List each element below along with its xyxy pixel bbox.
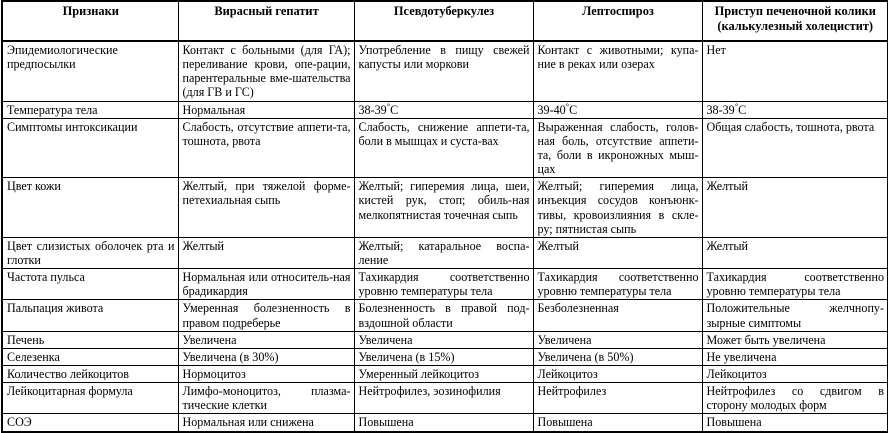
cell-hepatitis: Контакт с больными (для ГА); переливание крови, опе-рации, парентеральные вме-шательства (для ГВ и ГС) xyxy=(178,41,354,101)
cell-colic: Не увеличена xyxy=(702,348,888,365)
cell-leptospirosis: Желтый; гиперемия лица, инъекция сосудов конъюнк-тивы, кровоизлияния в скле-ру; пятнистая сыпь xyxy=(533,178,702,238)
table-row xyxy=(2,178,888,238)
column-header-leptospirosis-label: Лептоспироз xyxy=(582,4,654,18)
cell-hepatitis: Увеличена xyxy=(178,331,354,348)
cell-hepatitis: Нормоцитоз xyxy=(178,365,354,382)
cell-leptospirosis: Лейкоцитоз xyxy=(533,365,702,382)
cell-feature: Цвет слизистых оболочек рта и глотки xyxy=(2,237,178,268)
cell-hepatitis: Желтый xyxy=(178,237,354,268)
cell-colic: Нет xyxy=(702,41,888,101)
table-row xyxy=(2,300,888,331)
cell-hepatitis: Слабость, отсутствие аппети-та, тошнота, рвота xyxy=(178,118,354,178)
cell-colic: Желтый xyxy=(702,237,888,268)
column-header-pseudotuberculosis xyxy=(354,1,533,41)
cell-feature: Частота пульса xyxy=(2,269,178,300)
column-header-feature-label: Признаки xyxy=(62,4,119,18)
differential-diagnosis-table xyxy=(1,0,888,433)
cell-colic: Общая слабость, тошнота, рвота xyxy=(702,118,888,178)
cell-hepatitis: Нормальная xyxy=(178,101,354,118)
cell-pseudotuberculosis: Умеренный лейкоцитоз xyxy=(354,365,533,382)
table-row xyxy=(2,383,888,414)
column-header-pseudotuberculosis-label: Псевдотуберкулез xyxy=(393,4,495,18)
cell-pseudotuberculosis: Увеличена (в 15%) xyxy=(354,348,533,365)
cell-leptospirosis: Желтый xyxy=(533,237,702,268)
cell-colic: 38-39°C xyxy=(702,101,888,118)
column-header-hepatitis-label: Вирасный гепатит xyxy=(214,4,319,18)
cell-leptospirosis: Нейтрофилез xyxy=(533,383,702,414)
cell-colic: Желтый xyxy=(702,178,888,238)
cell-colic: Может быть увеличена xyxy=(702,331,888,348)
header-row xyxy=(2,1,888,41)
cell-colic: Положительные желчнопу-зырные симптомы xyxy=(702,300,888,331)
cell-colic: Лейкоцитоз xyxy=(702,365,888,382)
cell-feature: Количество лейкоцитов xyxy=(2,365,178,382)
cell-hepatitis: Нормальная или снижена xyxy=(178,414,354,432)
cell-feature: СОЭ xyxy=(2,414,178,432)
column-header-colic xyxy=(702,1,888,41)
cell-pseudotuberculosis: Увеличена xyxy=(354,331,533,348)
column-header-hepatitis xyxy=(178,1,354,41)
cell-leptospirosis: Контакт с животными; купа-ние в реках или озерах xyxy=(533,41,702,101)
cell-hepatitis: Лимфо-моноцитоз, плазма-тические клетки xyxy=(178,383,354,414)
cell-leptospirosis: 39-40°C xyxy=(533,101,702,118)
column-header-colic-label: Приступ печеночной колики (калькулезный холецистит) xyxy=(714,4,876,33)
cell-feature: Печень xyxy=(2,331,178,348)
cell-leptospirosis: Выраженная слабость, голов-ная боль, отсутствие аппети-та, боли в икроножных мыш-цах xyxy=(533,118,702,178)
cell-pseudotuberculosis: Тахикардия соответственно уровню температуры тела xyxy=(354,269,533,300)
cell-feature: Цвет кожи xyxy=(2,178,178,238)
cell-feature: Лейкоцитарная формула xyxy=(2,383,178,414)
cell-leptospirosis: Безболезненная xyxy=(533,300,702,331)
cell-feature: Симптомы интоксикации xyxy=(2,118,178,178)
table-header xyxy=(2,1,888,41)
cell-pseudotuberculosis: 38-39°C xyxy=(354,101,533,118)
cell-leptospirosis: Тахикардия соответственно уровню температуры тела xyxy=(533,269,702,300)
cell-pseudotuberculosis: Повышена xyxy=(354,414,533,432)
cell-colic: Нейтрофилез со сдвигом в сторону молодых форм xyxy=(702,383,888,414)
cell-colic: Повышена xyxy=(702,414,888,432)
table-row xyxy=(2,331,888,348)
cell-hepatitis: Увеличена (в 30%) xyxy=(178,348,354,365)
table-row xyxy=(2,269,888,300)
cell-hepatitis: Нормальная или относитель-ная брадикардия xyxy=(178,269,354,300)
table-row xyxy=(2,365,888,382)
table-container xyxy=(1,0,887,433)
table-row xyxy=(2,101,888,118)
table-row xyxy=(2,414,888,432)
table-row xyxy=(2,237,888,268)
cell-feature: Температура тела xyxy=(2,101,178,118)
cell-leptospirosis: Повышена xyxy=(533,414,702,432)
cell-leptospirosis: Увеличена xyxy=(533,331,702,348)
cell-hepatitis: Умеренная болезненность в правом подреберье xyxy=(178,300,354,331)
table-row xyxy=(2,348,888,365)
column-header-feature xyxy=(2,1,178,41)
cell-pseudotuberculosis: Нейтрофилез, эозинофилия xyxy=(354,383,533,414)
table-body xyxy=(2,41,888,432)
cell-pseudotuberculosis: Употребление в пищу свежей капусты или моркови xyxy=(354,41,533,101)
cell-pseudotuberculosis: Болезненность в правой под-вздошной области xyxy=(354,300,533,331)
table-row xyxy=(2,118,888,178)
cell-leptospirosis: Увеличена (в 50%) xyxy=(533,348,702,365)
cell-feature: Селезенка xyxy=(2,348,178,365)
cell-pseudotuberculosis: Желтый; гиперемия лица, шеи, кистей рук, стоп; обиль-ная мелкопятнистая точечная сыпь xyxy=(354,178,533,238)
cell-pseudotuberculosis: Слабость, снижение аппети-та, боли в мышцах и суста-вах xyxy=(354,118,533,178)
column-header-leptospirosis xyxy=(533,1,702,41)
cell-hepatitis: Желтый, при тяжелой форме-петехиальная сыпь xyxy=(178,178,354,238)
cell-feature: Эпидемиологические предпосылки xyxy=(2,41,178,101)
cell-colic: Тахикардия соответственно уровню температуры тела xyxy=(702,269,888,300)
cell-pseudotuberculosis: Желтый; катаральное воспа-ление xyxy=(354,237,533,268)
table-row xyxy=(2,41,888,101)
cell-feature: Пальпация живота xyxy=(2,300,178,331)
